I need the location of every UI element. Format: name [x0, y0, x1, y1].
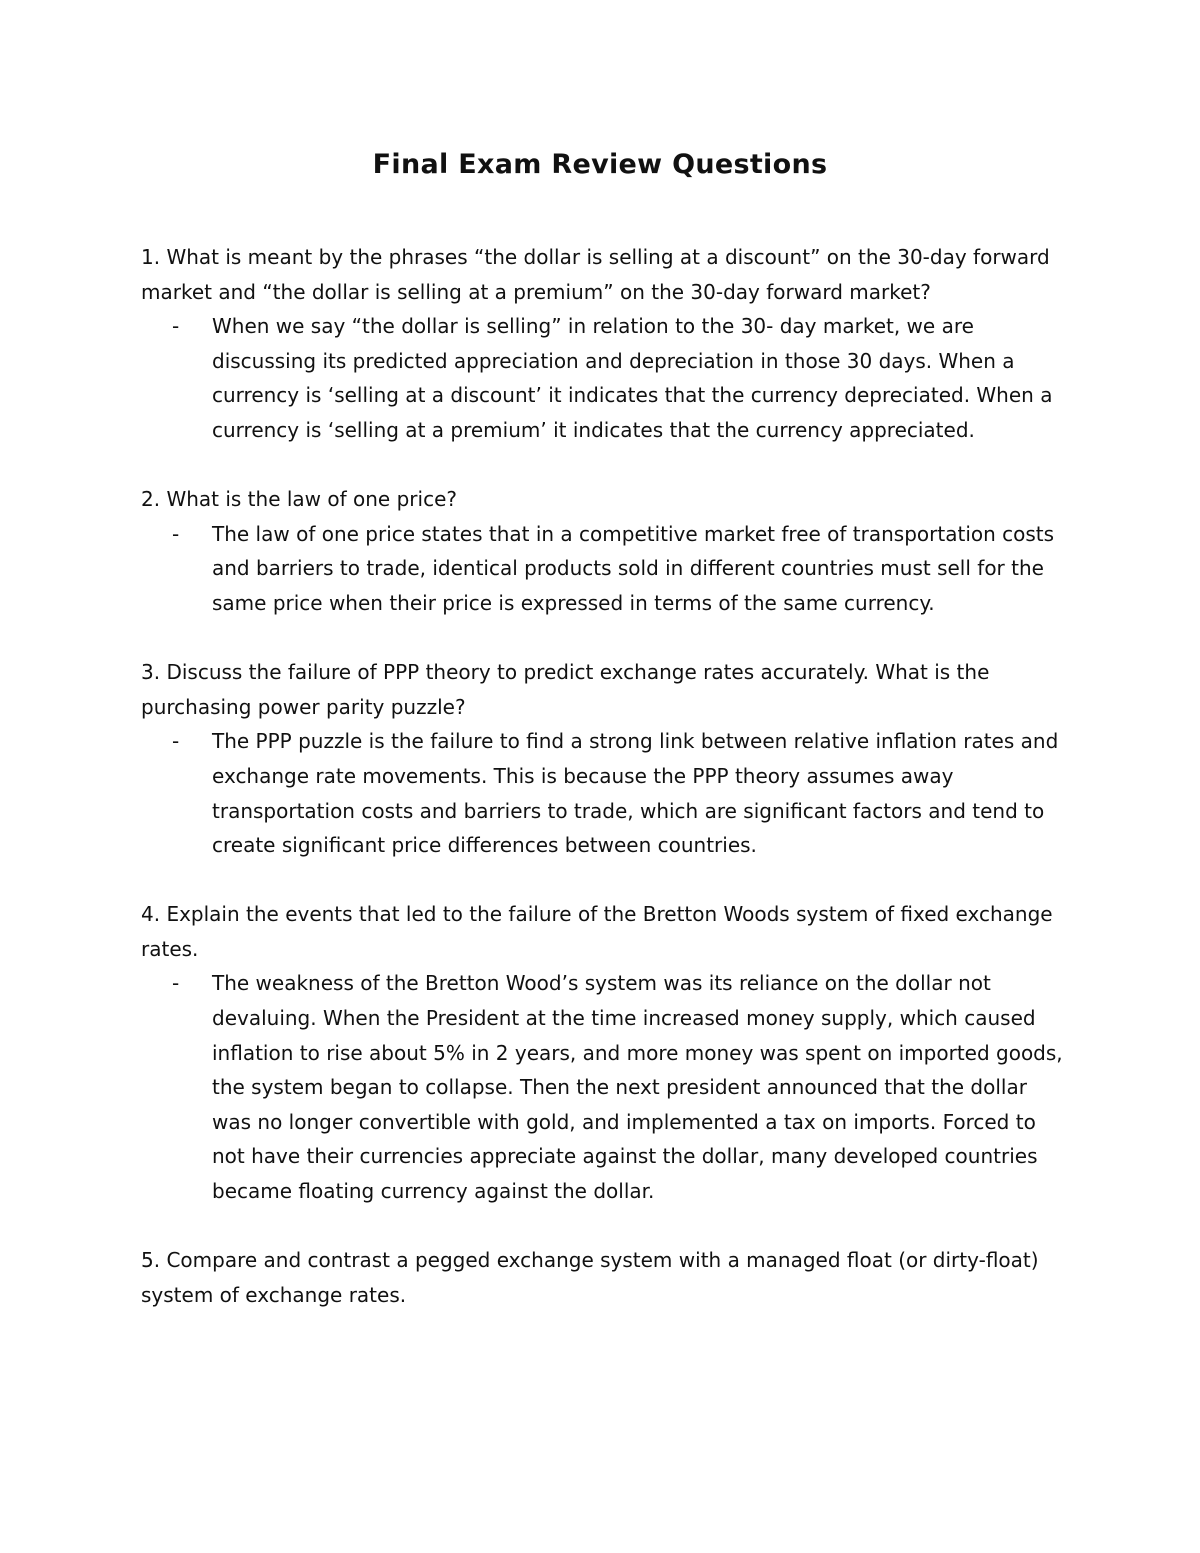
- bullet-dash: -: [172, 971, 180, 996]
- answer-text: [141, 966, 1071, 1208]
- question-text: 2. What is the law of one price?: [141, 487, 457, 512]
- answer-body: When we say “the dollar is selling” in relation to the 30- day market, we are discussing its predicted appreciation and depreciation in those 30 days. When a currency is ‘selling at a discount’ it indicates that the currency depreciated. When a currency is ‘selling at a premium’ it indicates that the currency appreciated.: [212, 314, 1053, 442]
- question-item-2: [141, 482, 1071, 620]
- bullet-dash: -: [172, 314, 180, 339]
- question-item-5: [141, 1243, 1071, 1312]
- answer-body: The weakness of the Bretton Wood’s system was its reliance on the dollar not devaluing. When the President at the time increased money supply, which caused inflation to rise about 5% in 2 years, and more money was spent on imported goods, the system began to collapse. Then the next president announced that the dollar was no longer convertible with gold, and implemented a tax on imports. Forced to not have their currencies appreciate against the dollar, many developed countries became floating currency against the dollar.: [212, 971, 1063, 1204]
- question-text: 1. What is meant by the phrases “the dollar is selling at a discount” on the 30-day forward market and “the dollar is selling at a premium” on the 30-day forward market?: [141, 245, 1050, 304]
- answer-body: The law of one price states that in a competitive market free of transportation costs and barriers to trade, identical products sold in different countries must sell for the same price when their price is expressed in terms of the same currency.: [212, 521, 1055, 615]
- answer-text: [141, 309, 1071, 447]
- question-item-3: [141, 655, 1071, 863]
- answer-body: The PPP puzzle is the failure to find a strong link between relative inflation rates and exchange rate movements. This is because the PPP theory assumes away transportation costs and barriers to trade, which are significant factors and tend to create significant price differences between countries.: [212, 729, 1059, 858]
- bullet-dash: -: [172, 521, 180, 546]
- page-title: Final Exam Review Questions: [372, 149, 828, 180]
- question-item-1: [141, 240, 1071, 448]
- question-text: 3. Discuss the failure of PPP theory to predict exchange rates accurately. What is the purchasing power parity puzzle?: [141, 660, 990, 719]
- answer-text: [141, 724, 1071, 862]
- question-item-4: [141, 897, 1071, 1208]
- bullet-dash: -: [172, 729, 180, 754]
- question-list: [141, 240, 1071, 1347]
- answer-text: [141, 517, 1071, 621]
- question-text: 4. Explain the events that led to the failure of the Bretton Woods system of fixed exchange rates.: [141, 902, 1053, 961]
- question-text: 5. Compare and contrast a pegged exchange system with a managed float (or dirty-float) system of exchange rates.: [141, 1248, 1039, 1307]
